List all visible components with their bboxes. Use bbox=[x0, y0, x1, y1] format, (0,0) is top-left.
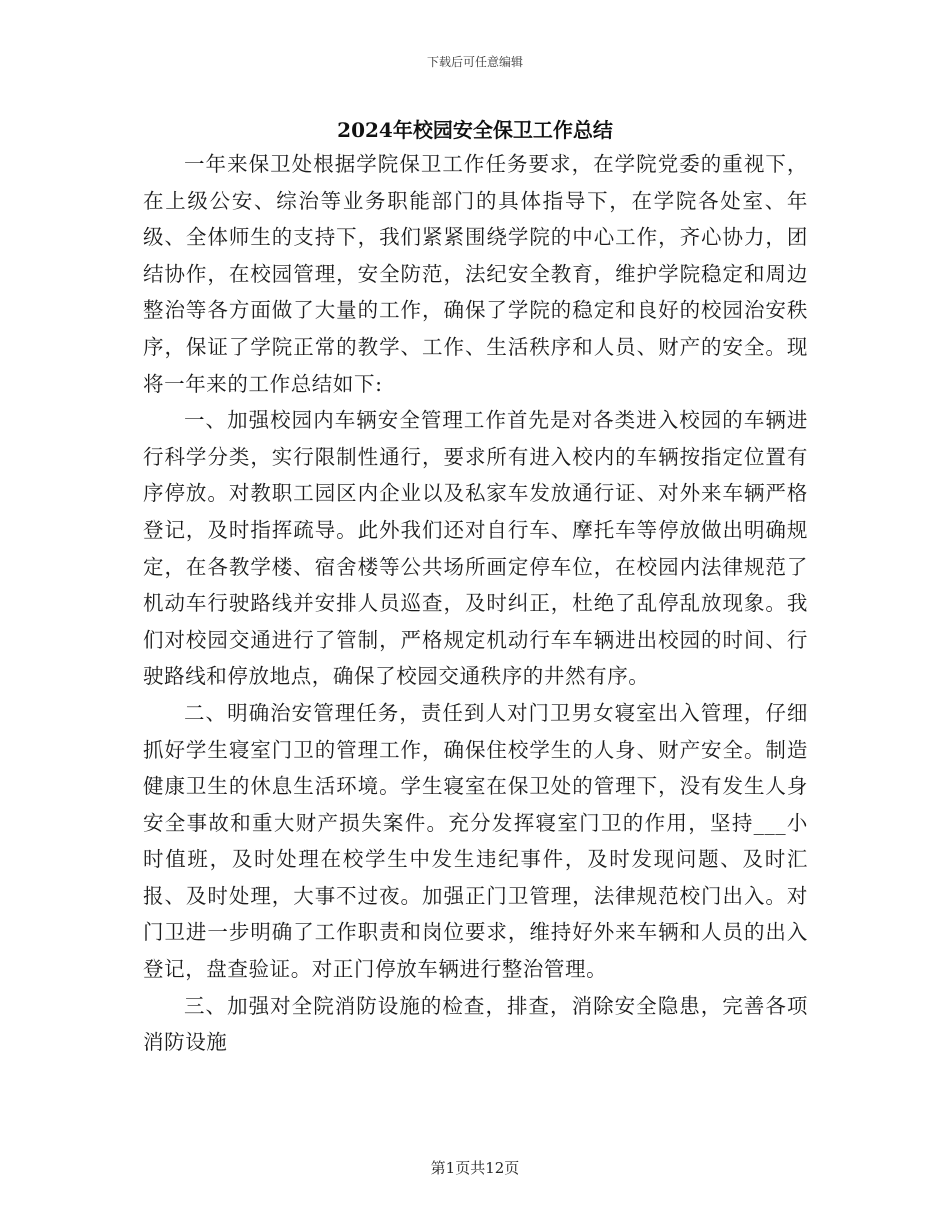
document-title: 2024年校园安全保卫工作总结 bbox=[337, 118, 613, 142]
paragraph-fire-safety: 三、加强对全院消防设施的检查，排查，消除安全隐患，完善各项消防设施 bbox=[143, 993, 808, 1055]
header-note: 下载后可任意编辑 bbox=[426, 55, 523, 69]
document-body bbox=[143, 146, 808, 1061]
page-number: 第1页共12页 bbox=[430, 1159, 520, 1177]
paragraph-vehicle-management: 一、加强校园内车辆安全管理工作首先是对各类进入校园的车辆进行科学分类，实行限制性通行，要求所有进入校内的车辆按指定位置有序停放。对教职工园区内企业以及私家车发放通行证、对外来车辆严格登记，及时指挥疏导。此外我们还对自行车、摩托车等停放做出明确规定，在各教学楼、宿舍楼等公共场所画定停车位，在校园内法律规范了机动车行驶路线并安排人员巡查，及时纠正，杜绝了乱停乱放现象。我们对校园交通进行了管制，严格规定机动行车车辆进出校园的时间、行驶路线和停放地点，确保了校园交通秩序的井然有序。 bbox=[143, 408, 808, 689]
paragraph-security-tasks: 二、明确治安管理任务，责任到人对门卫男女寝室出入管理，仔细抓好学生寝室门卫的管理工作，确保住校学生的人身、财产安全。制造健康卫生的休息生活环境。学生寝室在保卫处的管理下，没有发生人身安全事故和重大财产损失案件。充分发挥寝室门卫的作用，坚持___小时值班，及时处理在校学生中发生违纪事件，及时发现问题、及时汇报、及时处理，大事不过夜。加强正门卫管理，法律规范校门出入。对门卫进一步明确了工作职责和岗位要求，维持好外来车辆和人员的出入登记，盘查验证。对正门停放车辆进行整治管理。 bbox=[143, 700, 808, 982]
paragraph-intro: 一年来保卫处根据学院保卫工作任务要求，在学院党委的重视下，在上级公安、综治等业务职能部门的具体指导下，在学院各处室、年级、全体师生的支持下，我们紧紧围绕学院的中心工作，齐心协力，团结协作，在校园管理，安全防范，法纪安全教育，维护学院稳定和周边整治等各方面做了大量的工作，确保了学院的稳定和良好的校园治安秩序，保证了学院正常的教学、工作、生活秩序和人员、财产的安全。现将一年来的工作总结如下: bbox=[143, 152, 808, 396]
